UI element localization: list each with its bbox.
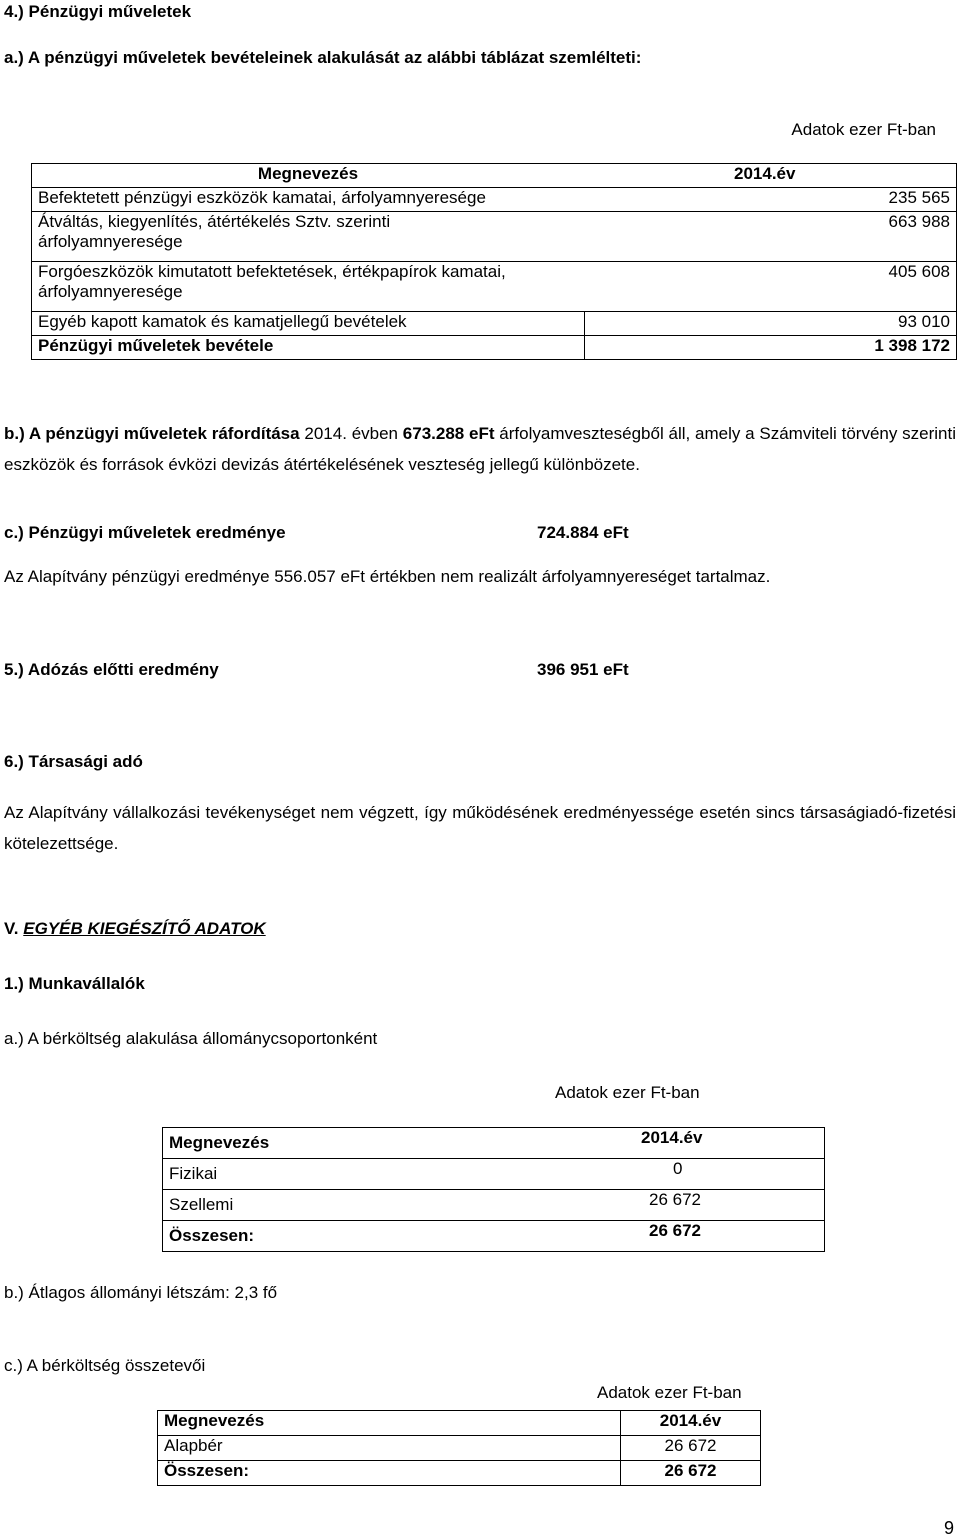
section-6-text: Az Alapítvány vállalkozási tevékenységet nem végzett, így működésének eredményessége esetén sincs társaságiadó-fizetési kötelezettsége. <box>4 803 956 853</box>
unit-note-1: Adatok ezer Ft-ban <box>791 120 936 139</box>
table-row <box>32 212 957 262</box>
row-name <box>32 212 585 262</box>
row-name-text: Átváltás, kiegyenlítés, átértékelés Sztv. szerinti árfolyamnyeresége <box>38 212 391 251</box>
table-row <box>32 188 957 212</box>
section-4c-note: Az Alapítvány pénzügyi eredménye 556.057 eFt értékben nem realizált árfolyamnyereséget tartalmaz. <box>4 567 771 586</box>
section-4b-amount: 673.288 eFt <box>402 424 495 443</box>
row-name: Egyéb kapott kamatok és kamatjellegű bevételek <box>32 312 585 336</box>
table-total-row <box>32 336 957 360</box>
total-name: Pénzügyi műveletek bevétele <box>32 336 585 360</box>
total-value: 26 672 <box>633 1221 825 1252</box>
total-value: 26 672 <box>621 1461 761 1486</box>
col-header-year: 2014.év <box>633 1128 825 1159</box>
table-row <box>32 262 957 312</box>
table-header-row <box>158 1411 761 1436</box>
row-name: Fizikai <box>163 1159 634 1190</box>
section-6-heading: 6.) Társasági adó <box>4 752 143 771</box>
table-row <box>158 1436 761 1461</box>
section-v-c-label: c.) A bérköltség összetevői <box>4 1356 206 1375</box>
row-value: 663 988 <box>584 212 957 262</box>
wage-components-table <box>157 1410 761 1486</box>
section-4b-year: 2014. évben <box>299 424 403 443</box>
section-5-value: 396 951 eFt <box>537 660 629 679</box>
unit-note-2: Adatok ezer Ft-ban <box>555 1083 700 1102</box>
table-row <box>32 312 957 336</box>
table-total-row <box>163 1221 825 1252</box>
row-value: 405 608 <box>584 262 957 312</box>
col-header-year: 2014.év <box>621 1411 761 1436</box>
total-name: Összesen: <box>163 1221 634 1252</box>
row-name-text: Forgóeszközök kimutatott befektetések, értékpapírok kamatai, árfolyamnyeresége <box>38 262 506 301</box>
table-row <box>163 1190 825 1221</box>
section-v-prefix: V. <box>4 919 24 938</box>
row-name: Befektetett pénzügyi eszközök kamatai, árfolyamnyeresége <box>32 188 585 212</box>
total-name: Összesen: <box>158 1461 621 1486</box>
unit-note-3: Adatok ezer Ft-ban <box>597 1383 742 1402</box>
table-header-row <box>32 164 957 188</box>
section-v-title: EGYÉB KIEGÉSZÍTŐ ADATOK <box>23 919 266 938</box>
table-row <box>163 1159 825 1190</box>
row-name: Alapbér <box>158 1436 621 1461</box>
section-4b-rest: árfolyamveszteségből áll, amely a Számviteli törvény szerinti eszközök és források évközi devizás átértékelésének veszteség jellegű különbözete. <box>4 424 956 474</box>
section-4c-label: c.) Pénzügyi műveletek eredménye <box>4 523 286 542</box>
section-5-label: 5.) Adózás előtti eredmény <box>4 660 219 679</box>
table-header-row <box>163 1128 825 1159</box>
total-value: 1 398 172 <box>584 336 957 360</box>
wage-table <box>162 1127 825 1252</box>
section-v-a-label: a.) A bérköltség alakulása állománycsoportonként <box>4 1029 378 1048</box>
revenue-table <box>31 163 957 360</box>
table-total-row <box>158 1461 761 1486</box>
row-value: 26 672 <box>621 1436 761 1461</box>
row-name: Szellemi <box>163 1190 634 1221</box>
page-number: 9 <box>943 1518 954 1538</box>
section-v-heading <box>4 919 266 939</box>
row-name <box>32 262 585 312</box>
section-v-sub1: 1.) Munkavállalók <box>4 974 145 993</box>
row-value: 0 <box>633 1159 825 1190</box>
col-header-name: Megnevezés <box>163 1128 634 1159</box>
section-4b-label: b.) A pénzügyi műveletek ráfordítása <box>4 424 300 443</box>
col-header-name: Megnevezés <box>158 1411 621 1436</box>
row-value: 93 010 <box>584 312 957 336</box>
row-value: 26 672 <box>633 1190 825 1221</box>
col-header-name: Megnevezés <box>32 164 585 188</box>
section-4c-value: 724.884 eFt <box>537 523 629 542</box>
section-4a-intro <box>4 48 641 68</box>
section-4a-intro-text: a.) A pénzügyi műveletek bevételeinek alakulását az alábbi táblázat szemlélteti: <box>4 48 642 67</box>
section-4b-paragraph <box>4 418 956 480</box>
col-header-year: 2014.év <box>584 164 957 188</box>
section-4-heading: 4.) Pénzügyi műveletek <box>4 2 192 21</box>
row-value: 235 565 <box>584 188 957 212</box>
section-v-b-label: b.) Átlagos állományi létszám: 2,3 fő <box>4 1283 278 1302</box>
